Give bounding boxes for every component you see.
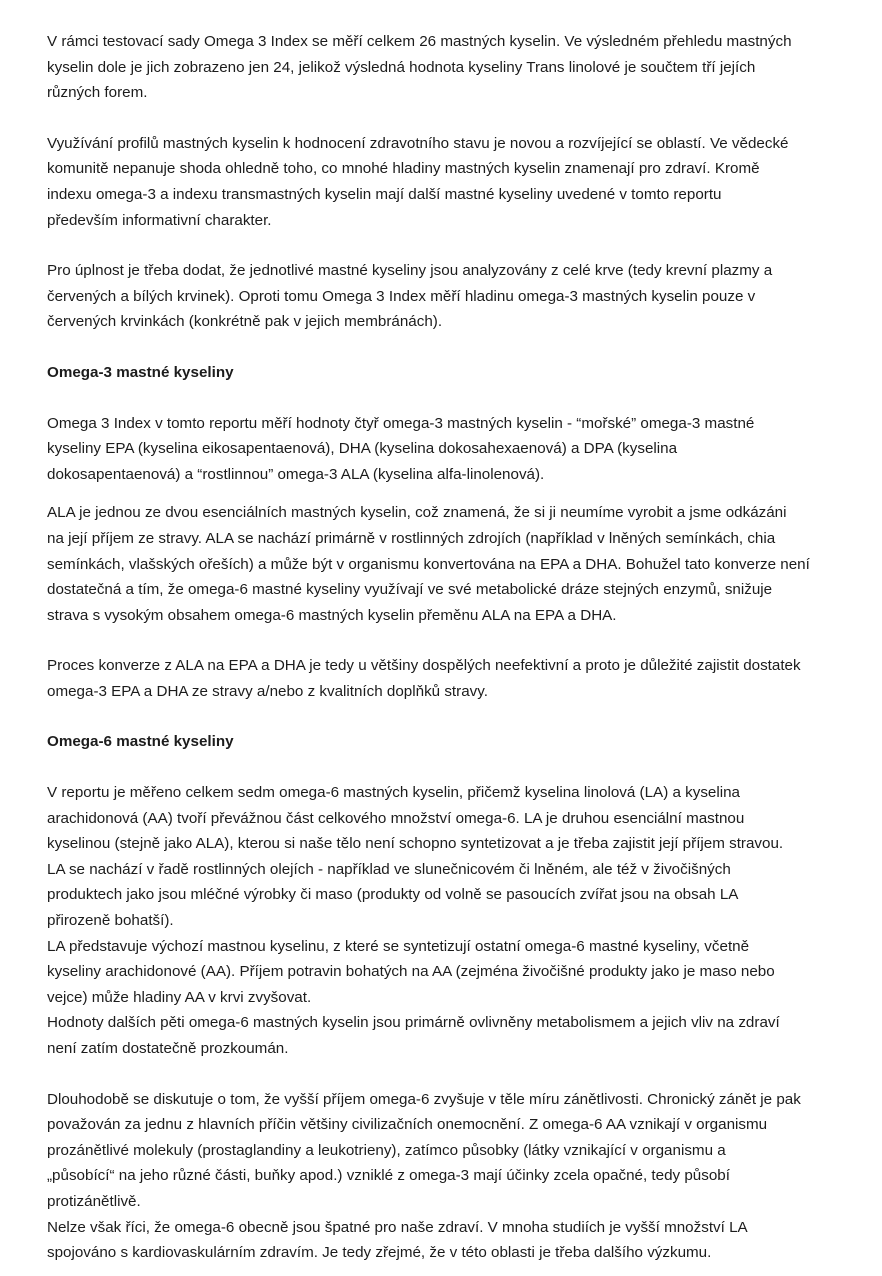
intro-paragraph-3: Pro úplnost je třeba dodat, že jednotlivé mastné kyseliny jsou analyzovány z celé krve (tedy krevní plazmy a červených a bílých krvinek). Oproti tomu Omega 3 Index měří hladinu omega-3 mastných kyselin pouze v červených krvinkách (konkrétně pak v jejich membránách). <box>47 262 773 331</box>
omega6-heading: Omega-6 mastné kyseliny <box>47 733 234 751</box>
intro-paragraph-1: V rámci testovací sady Omega 3 Index se měří celkem 26 mastných kyselin. Ve výsledném přehledu mastných kyselin dole je jich zobrazeno jen 24, jelikož výsledná hodnota kyseliny Trans linolové je součtem tří jejích různých forem. <box>47 33 792 102</box>
omega6-paragraph-1: V reportu je měřeno celkem sedm omega-6 mastných kyselin, přičemž kyselina linolová (LA) a kyselina arachidonová (AA) tvoří převážnou část celkového množství omega-6. LA je druhou esenciální mastnou kyselinou (stejně jako ALA), kterou si naše tělo není schopno syntetizovat a je třeba zajistit její příjem stravou. LA se nachází v řadě rostlinných olejích - například ve slunečnicovém či lněném, ale též v živočišných produktech jako jsou mléčné výrobky či maso (produkty od volně se pasoucích zvířat jsou na obsah LA přirozeně bohatší). LA představuje výchozí mastnou kyselinu, z které se syntetizují ostatní omega-6 mastné kyseliny, včetně kyseliny arachidonové (AA). Příjem potravin bohatých na AA (zejména živočišné produkty jako je maso nebo vejce) může hladiny AA v krvi zvyšovat. Hodnoty dalších pěti omega-6 mastných kyselin jsou primárně ovlivněny metabolismem a jejich vliv na zdraví není zatím dostatečně prozkoumán. <box>47 784 784 1057</box>
omega3-paragraph-1: Omega 3 Index v tomto reportu měří hodnoty čtyř omega-3 mastných kyselin - “mořské” omega-3 mastné kyseliny EPA (kyselina eikosapentaenová), DHA (kyselina dokosahexaenová) a DPA (kyselina dokosapentaenová) a “rostlinnou” omega-3 ALA (kyselina alfa-linolenová). <box>47 414 755 483</box>
omega3-heading: Omega-3 mastné kyseliny <box>47 363 234 381</box>
omega3-paragraph-3: Proces konverze z ALA na EPA a DHA je tedy u většiny dospělých neefektivní a proto je důležité zajistit dostatek omega-3 EPA a DHA ze stravy a/nebo z kvalitních doplňků stravy. <box>47 657 801 700</box>
omega3-paragraph-2: ALA je jednou ze dvou esenciálních mastných kyselin, což znamená, že si ji neumíme vyrobit a jsme odkázáni na její příjem ze stravy. ALA se nachází primárně v rostlinných zdrojích (například v lněných semínkách, chia semínkách, vlašských ořeších) a může být v organismu konvertována na EPA a DHA. Bohužel tato konverze není dostatečná a tím, že omega-6 mastné kyseliny využívají ve své metabolické dráze stejných enzymů, snižuje strava s vysokým obsahem omega-6 mastných kyselin přeměnu ALA na EPA a DHA. <box>47 504 810 624</box>
omega6-paragraph-2: Dlouhodobě se diskutuje o tom, že vyšší příjem omega-6 zvyšuje v těle míru zánětlivosti. Chronický zánět je pak považován za jednu z hlavních příčin většiny civilizačních onemocnění. Z omega-6 AA vznikají v organismu prozánětlivé molekuly (prostaglandiny a leukotrieny), zatímco působky (látky vznikající v organismu a „působící“ na jeho různé části, buňky apod.) vzniklé z omega-3 mají účinky zcela opačné, tedy působí protizánětlivě. Nelze však říci, že omega-6 obecně jsou špatné pro naše zdraví. V mnoha studiích je vyšší množství LA spojováno s kardiovaskulárním zdravím. Je tedy zřejmé, že v této oblasti je třeba dalšího výzkumu. <box>47 1090 801 1262</box>
intro-paragraph-2: Využívání profilů mastných kyselin k hodnocení zdravotního stavu je novou a rozvíjející se oblastí. Ve vědecké komunitě nepanuje shoda ohledně toho, co mnohé hladiny mastných kyselin znamenají pro zdraví. Kromě indexu omega-3 a indexu transmastných kyselin mají další mastné kyseliny uvedené v tomto reportu především informativní charakter. <box>47 134 789 229</box>
